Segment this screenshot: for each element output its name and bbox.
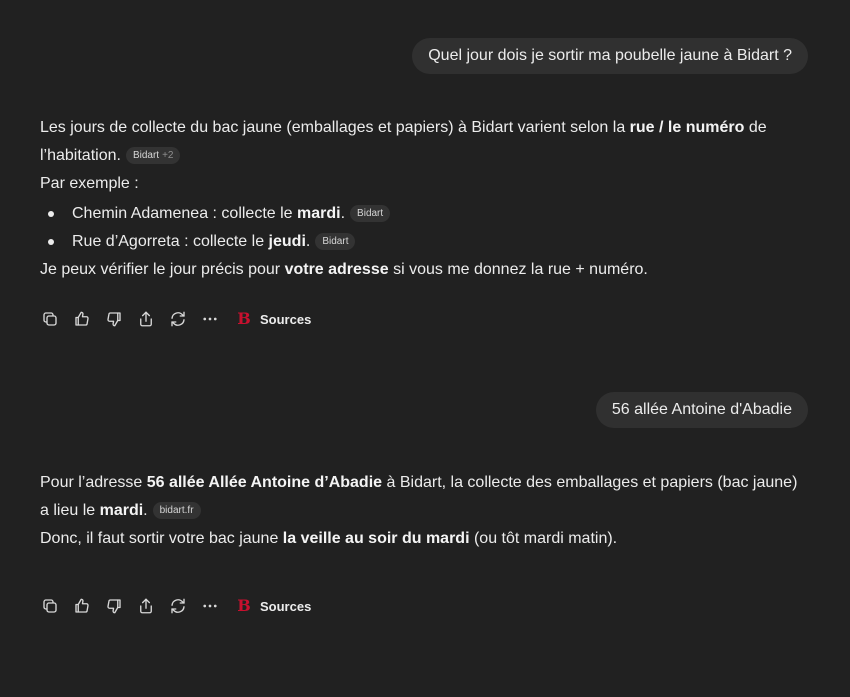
example-list <box>40 200 810 256</box>
assistant-message <box>40 114 810 284</box>
answer-text: de l’habitation. <box>40 119 767 164</box>
message-actions <box>40 596 311 616</box>
citation-chip[interactable]: Bidart <box>315 233 355 250</box>
answer-paragraph <box>40 525 810 553</box>
list-item: Chemin Adamenea : collecte le mardi. Bidart <box>40 200 810 228</box>
more-button[interactable] <box>200 309 220 329</box>
answer-paragraph <box>40 256 810 284</box>
copy-button[interactable] <box>40 596 60 616</box>
answer-text: Donc, il faut sortir votre bac jaune <box>40 530 283 547</box>
answer-bold: la veille au soir du mardi <box>282 530 470 547</box>
sources-label: Sources <box>260 311 312 327</box>
list-item-bold: mardi <box>297 205 341 222</box>
regenerate-icon <box>169 310 187 328</box>
assistant-message <box>40 469 810 553</box>
answer-bold: 56 allée Allée Antoine d’Abadie <box>146 474 383 491</box>
answer-text: si vous me donnez la rue + numéro. <box>388 261 648 278</box>
answer-text: Je peux vérifier le jour précis pour <box>40 261 285 278</box>
answer-paragraph <box>40 114 810 170</box>
answer-text: à Bidart, la collecte des emballages et papiers (bac jaune) a lieu le <box>40 474 798 519</box>
citation-chip[interactable]: Bidart <box>350 205 390 222</box>
answer-paragraph: Par exemple : <box>40 175 139 192</box>
answer-text: Pour l’adresse <box>40 474 147 491</box>
thumbs-up-button[interactable] <box>72 309 92 329</box>
user-message: Quel jour dois je sortir ma poubelle jaune à Bidart ? <box>412 38 808 74</box>
source-logo-icon: B <box>237 596 251 615</box>
thumbs-down-icon <box>105 597 123 615</box>
citation-chip-label: Bidart <box>132 150 160 161</box>
citation-chip-count: +2 <box>162 150 174 161</box>
share-icon <box>137 597 155 615</box>
citation-chip[interactable] <box>126 147 181 164</box>
sources-label: Sources <box>260 598 312 614</box>
bullet <box>48 211 54 217</box>
share-button[interactable] <box>136 596 156 616</box>
more-icon <box>201 310 219 328</box>
citation-chip[interactable]: bidart.fr <box>153 502 201 519</box>
list-item: Rue d’Agorreta : collecte le jeudi. Bidart <box>40 228 810 256</box>
thumbs-down-button[interactable] <box>104 596 124 616</box>
thumbs-up-icon <box>73 597 91 615</box>
user-message: 56 allée Antoine d'Abadie <box>596 392 808 428</box>
copy-icon <box>41 597 59 615</box>
share-button[interactable] <box>136 309 156 329</box>
answer-text: Les jours de collecte du bac jaune (emballages et papiers) à Bidart varient selon la <box>40 119 630 136</box>
more-icon <box>201 597 219 615</box>
answer-bold: mardi <box>99 502 144 519</box>
more-button[interactable] <box>200 596 220 616</box>
sources-button[interactable] <box>236 598 311 614</box>
answer-text: (ou tôt mardi matin). <box>469 530 618 547</box>
list-item-text: Rue d’Agorreta : collecte le <box>72 233 269 250</box>
list-item-text: Chemin Adamenea : collecte le <box>72 205 298 222</box>
share-icon <box>137 310 155 328</box>
regenerate-icon <box>169 597 187 615</box>
answer-bold: rue / le numéro <box>629 119 745 136</box>
message-actions <box>40 309 311 329</box>
thumbs-down-button[interactable] <box>104 309 124 329</box>
regenerate-button[interactable] <box>168 596 188 616</box>
thumbs-up-button[interactable] <box>72 596 92 616</box>
answer-paragraph: Pour l’adresse 56 allée Allée Antoine d’Abadie à Bidart, la collecte des emballages et papiers (bac jaune) a lieu le mardi. bidart.fr <box>40 474 798 519</box>
source-logo-icon: B <box>237 309 251 328</box>
regenerate-button[interactable] <box>168 309 188 329</box>
thumbs-up-icon <box>73 310 91 328</box>
list-item-bold: jeudi <box>268 233 306 250</box>
copy-button[interactable] <box>40 309 60 329</box>
copy-icon <box>41 310 59 328</box>
thumbs-down-icon <box>105 310 123 328</box>
answer-bold: votre adresse <box>284 261 389 278</box>
bullet <box>48 239 54 245</box>
sources-button[interactable] <box>236 311 311 327</box>
